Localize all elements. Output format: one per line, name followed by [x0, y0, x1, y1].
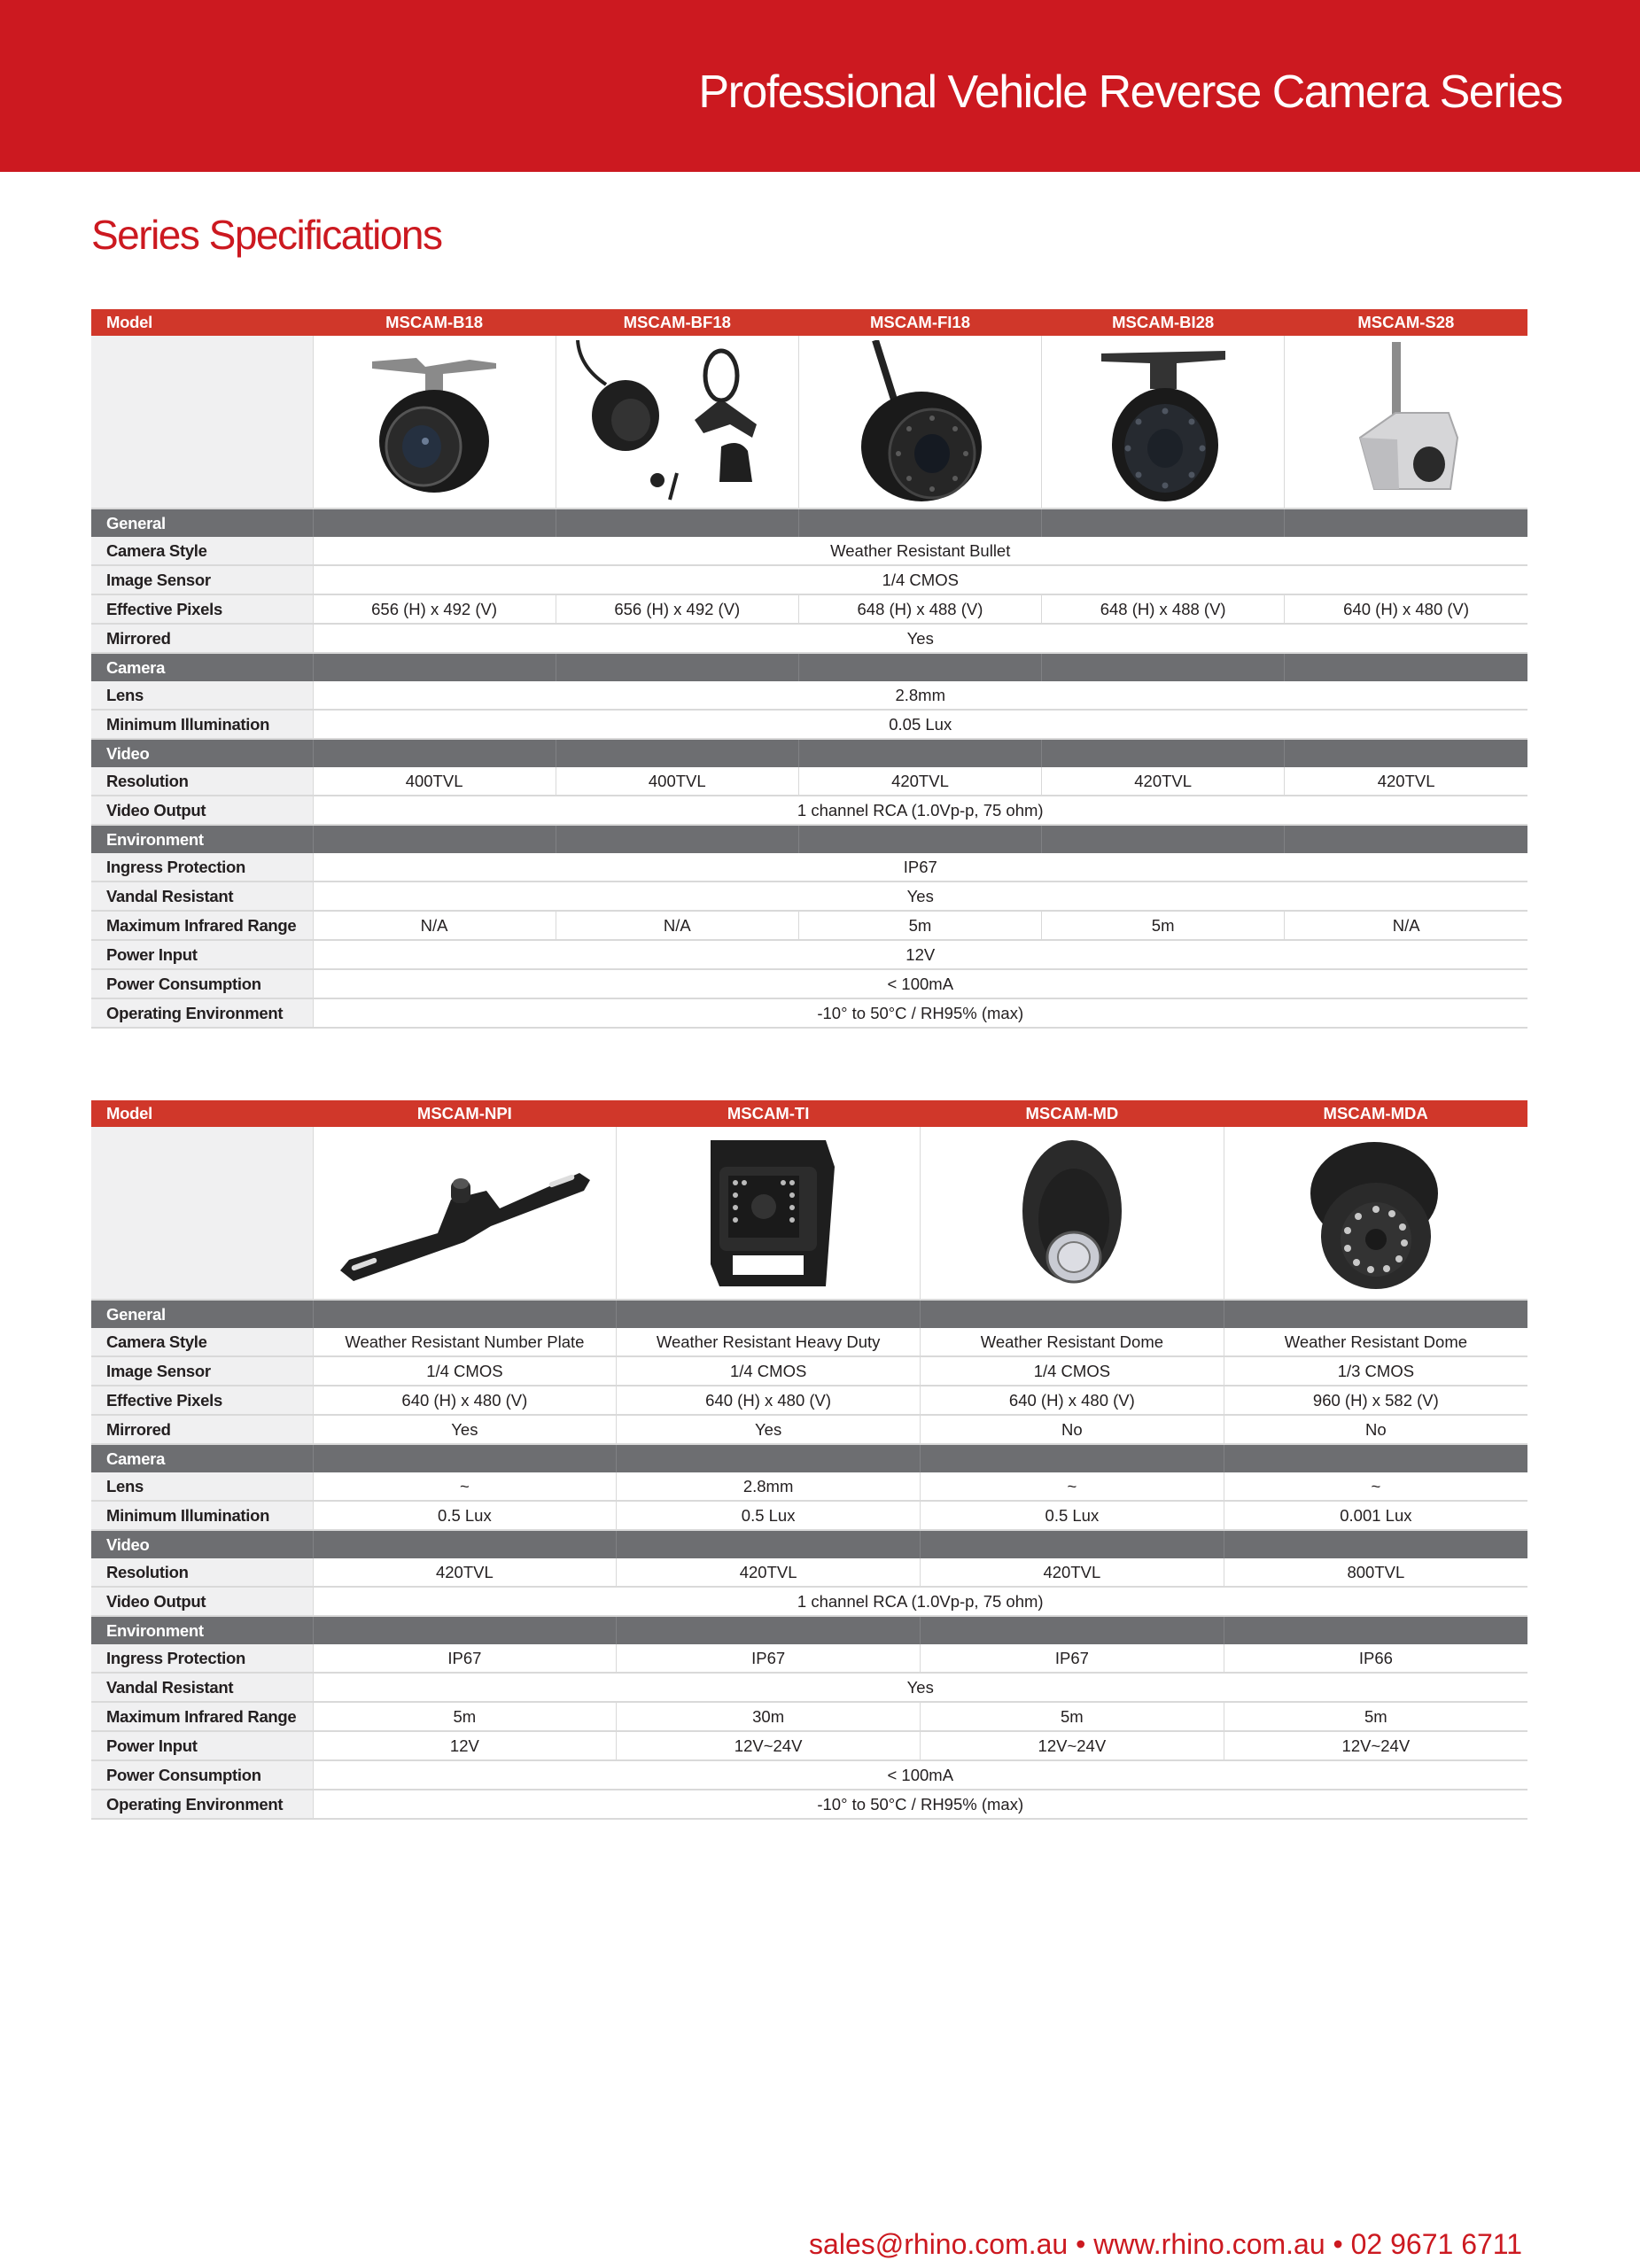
table-row: Minimum Illumination 0.05 Lux [91, 710, 1527, 739]
model-name: MSCAM-B18 [313, 309, 556, 336]
section-video: Video [91, 1530, 1527, 1558]
camera-flush-kit-icon [571, 340, 783, 504]
table-row: Lens 2.8mm [91, 681, 1527, 710]
table-row: Lens ~ 2.8mm ~ ~ [91, 1472, 1527, 1501]
image-row [91, 1127, 1527, 1300]
model-label: Model [91, 1100, 313, 1127]
camera-dome-icon [1001, 1131, 1143, 1295]
camera-bullet-ir-icon [1092, 340, 1234, 504]
table-row: Operating Environment -10° to 50°C / RH95% (max) [91, 1790, 1527, 1819]
table-row: Power Consumption < 100mA [91, 969, 1527, 998]
table-row: Ingress Protection IP67 IP67 IP67 IP66 [91, 1644, 1527, 1673]
table-row: Minimum Illumination 0.5 Lux 0.5 Lux 0.5 Lux 0.001 Lux [91, 1501, 1527, 1530]
model-header-row [91, 309, 1527, 336]
camera-heavy-duty-icon [693, 1131, 843, 1295]
footer-contact: sales@rhino.com.au • www.rhino.com.au • 02 9671 6711 [809, 2228, 1522, 2260]
product-image-s28 [1285, 336, 1527, 509]
model-name: MSCAM-MDA [1224, 1100, 1527, 1127]
table-row: Operating Environment -10° to 50°C / RH95% (max) [91, 998, 1527, 1028]
table-row: Power Input 12V [91, 940, 1527, 969]
model-header-row [91, 1100, 1527, 1127]
product-image-bf18 [556, 336, 798, 509]
spec-table-2 [91, 1100, 1527, 1820]
product-image-mda [1224, 1127, 1527, 1300]
header-banner [0, 0, 1640, 172]
table-row: Video Output 1 channel RCA (1.0Vp-p, 75 ohm) [91, 1587, 1527, 1616]
table-row: Image Sensor 1/4 CMOS [91, 565, 1527, 594]
table-row: Image Sensor 1/4 CMOS 1/4 CMOS 1/4 CMOS 1/3 CMOS [91, 1356, 1527, 1386]
section-camera: Camera [91, 1444, 1527, 1472]
model-name: MSCAM-MD [921, 1100, 1224, 1127]
product-image-md [921, 1127, 1224, 1300]
model-name: MSCAM-TI [617, 1100, 921, 1127]
product-image-ti [617, 1127, 921, 1300]
spec-table-1 [91, 309, 1527, 1029]
table-row: Ingress Protection IP67 [91, 853, 1527, 882]
image-row [91, 336, 1527, 509]
table-row: Resolution 420TVL 420TVL 420TVL 800TVL [91, 1558, 1527, 1587]
product-image-b18 [313, 336, 556, 509]
model-name: MSCAM-FI18 [798, 309, 1041, 336]
product-image-fi18 [798, 336, 1041, 509]
table-row: Effective Pixels 640 (H) x 480 (V) 640 (H) x 480 (V) 640 (H) x 480 (V) 960 (H) x 582 (V) [91, 1386, 1527, 1415]
model-name: MSCAM-S28 [1285, 309, 1527, 336]
model-label: Model [91, 309, 313, 336]
table-row: Camera Style Weather Resistant Bullet [91, 537, 1527, 565]
camera-dome-ir-icon [1296, 1131, 1456, 1295]
section-environment: Environment [91, 825, 1527, 853]
table-row: Vandal Resistant Yes [91, 1673, 1527, 1702]
camera-flush-ir-icon [840, 340, 999, 504]
camera-bullet-bracket-icon [363, 342, 505, 501]
table-row: Power Input 12V 12V~24V 12V~24V 12V~24V [91, 1731, 1527, 1760]
section-video: Video [91, 739, 1527, 767]
table-row: Maximum Infrared Range 5m 30m 5m 5m [91, 1702, 1527, 1731]
section-environment: Environment [91, 1616, 1527, 1644]
table-row: Mirrored Yes [91, 624, 1527, 653]
table-row: Resolution 400TVL 400TVL 420TVL 420TVL 420TVL [91, 767, 1527, 796]
table-row: Camera Style Weather Resistant Number Plate Weather Resistant Heavy Duty Weather Resistant Dome Weather Resistant Dome [91, 1328, 1527, 1356]
camera-chrome-icon [1344, 340, 1468, 504]
model-name: MSCAM-BF18 [556, 309, 798, 336]
product-image-npi [313, 1127, 617, 1300]
table-row: Maximum Infrared Range N/A N/A 5m 5m N/A [91, 911, 1527, 940]
model-name: MSCAM-NPI [313, 1100, 617, 1127]
table-row: Power Consumption < 100mA [91, 1760, 1527, 1790]
table-row: Mirrored Yes Yes No No [91, 1415, 1527, 1444]
product-image-bi28 [1042, 336, 1285, 509]
page-title: Professional Vehicle Reverse Camera Series [698, 66, 1562, 118]
camera-number-plate-icon [331, 1138, 597, 1288]
table-row: Video Output 1 channel RCA (1.0Vp-p, 75 ohm) [91, 796, 1527, 825]
section-general: General [91, 1300, 1527, 1328]
table-row: Vandal Resistant Yes [91, 882, 1527, 911]
section-general: General [91, 509, 1527, 537]
section-title: Series Specifications [91, 212, 442, 258]
model-name: MSCAM-BI28 [1042, 309, 1285, 336]
section-camera: Camera [91, 653, 1527, 681]
table-row: Effective Pixels 656 (H) x 492 (V) 656 (H) x 492 (V) 648 (H) x 488 (V) 648 (H) x 488 (V) 640 (H) x 480 (V) [91, 594, 1527, 624]
